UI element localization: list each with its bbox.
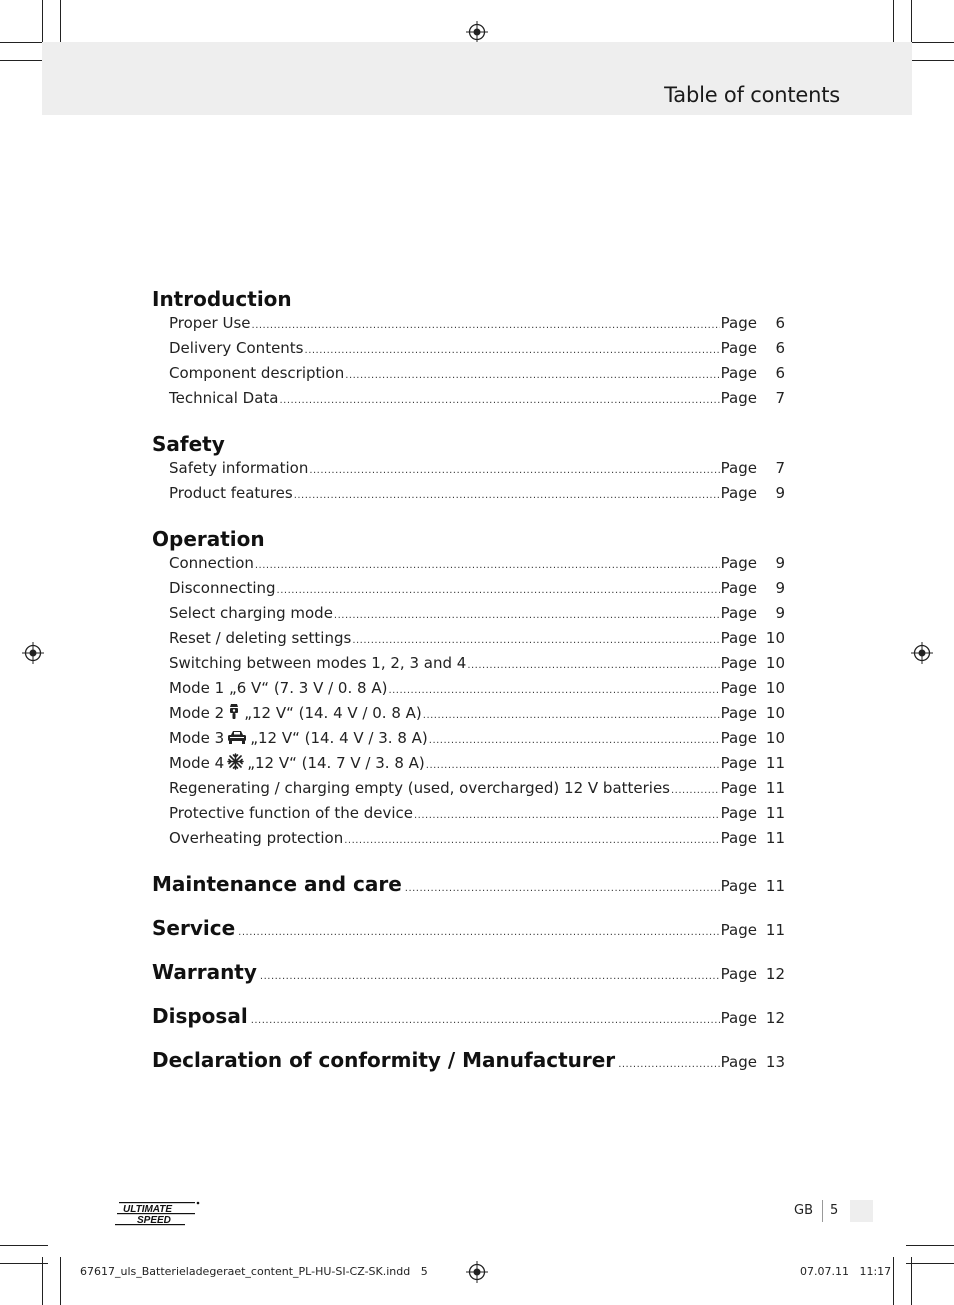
toc-entry[interactable]	[152, 627, 785, 652]
dot-leader	[618, 1059, 719, 1070]
dot-leader	[467, 655, 719, 677]
file-info: 67617_uls_Batterieladegeraet_content_PL-HU-SI-CZ-SK.indd 5	[80, 1265, 428, 1278]
section-title: Safety	[152, 432, 225, 456]
toc-entry[interactable]	[152, 457, 785, 482]
dot-leader	[255, 555, 720, 577]
page-number: 13	[765, 1053, 785, 1071]
snowflake-icon	[227, 753, 244, 770]
registration-mark-icon	[466, 1261, 488, 1283]
page-word: Page	[720, 679, 757, 697]
crop-mark	[906, 42, 954, 43]
toc-section-safety	[152, 431, 785, 507]
dot-leader	[426, 755, 720, 777]
entry-label	[169, 752, 425, 774]
page-number: 10	[765, 729, 785, 747]
page-word: Page	[720, 965, 757, 983]
page-number: 11	[765, 804, 785, 822]
page-number: 6	[775, 314, 785, 332]
crop-mark	[42, 1257, 43, 1305]
entry-label	[169, 702, 422, 724]
page-number: 9	[775, 554, 785, 572]
page-number: 9	[775, 604, 785, 622]
page-word: Page	[720, 604, 757, 622]
entry-label: Product features	[169, 484, 293, 502]
entry-label-prefix: Mode 2	[169, 704, 225, 722]
page-word: Page	[720, 877, 757, 895]
entry-label: Reset / deleting settings	[169, 629, 352, 647]
entry-label: Select charging mode	[169, 604, 333, 622]
motorcycle-icon	[227, 703, 241, 720]
toc-entry[interactable]	[152, 337, 785, 362]
svg-text:ULTIMATE: ULTIMATE	[123, 1204, 173, 1215]
crop-mark	[906, 1263, 954, 1264]
entry-label	[169, 727, 428, 749]
dot-leader	[260, 971, 720, 982]
toc-entry[interactable]	[152, 727, 785, 752]
page-word: Page	[720, 314, 757, 332]
dot-leader	[429, 730, 720, 752]
section-title: Introduction	[152, 287, 292, 311]
footer-divider	[822, 1200, 823, 1222]
crop-mark	[60, 1257, 61, 1305]
date-time: 07.07.11 11:17	[800, 1265, 892, 1278]
registration-mark-icon	[911, 642, 933, 664]
toc-entry[interactable]	[152, 702, 785, 727]
toc-entry[interactable]	[152, 312, 785, 337]
entry-label: Overheating protection	[169, 829, 344, 847]
page-number: 7	[775, 459, 785, 477]
crop-mark	[0, 42, 48, 43]
page-word: Page	[720, 364, 757, 382]
crop-mark	[60, 0, 61, 48]
entry-label: Proper Use	[169, 314, 251, 332]
dot-leader	[423, 705, 720, 727]
crop-mark	[0, 1245, 48, 1246]
section-title: Operation	[152, 527, 265, 551]
crop-mark	[42, 0, 43, 48]
entry-label-suffix: „12 V“ (14. 4 V / 0. 8 A)	[244, 704, 422, 722]
page-word: Page	[720, 921, 757, 939]
table-of-contents	[152, 286, 785, 1091]
toc-entry[interactable]	[152, 387, 785, 412]
toc-section-maintenance[interactable]	[152, 871, 785, 897]
page-number: 12	[765, 1009, 785, 1027]
page-word: Page	[720, 339, 757, 357]
dot-leader	[671, 780, 720, 802]
toc-section-declaration[interactable]	[152, 1047, 785, 1073]
page-number: 12	[765, 965, 785, 983]
crop-mark	[911, 1257, 912, 1305]
dot-leader	[352, 630, 719, 652]
svg-text:SPEED: SPEED	[137, 1215, 171, 1226]
page-number: 10	[765, 704, 785, 722]
page-word: Page	[720, 389, 757, 407]
entry-label: Connection	[169, 554, 254, 572]
dot-leader	[309, 460, 719, 482]
entry-label: Delivery Contents	[169, 339, 304, 357]
ultimate-speed-logo	[115, 1199, 201, 1227]
dot-leader	[277, 580, 720, 602]
toc-section-introduction	[152, 286, 785, 412]
page-number: 11	[765, 779, 785, 797]
entry-label-prefix: Mode 3	[169, 729, 225, 747]
toc-entry[interactable]	[152, 552, 785, 577]
page-number: 11	[765, 921, 785, 939]
dot-leader	[344, 830, 719, 852]
toc-entry[interactable]	[152, 362, 785, 387]
page-number: 10	[765, 654, 785, 672]
crop-mark	[906, 60, 954, 61]
toc-section-disposal[interactable]	[152, 1003, 785, 1029]
toc-entry[interactable]	[152, 677, 785, 702]
toc-entry[interactable]	[152, 752, 785, 777]
crop-mark	[893, 1257, 894, 1305]
section-title: Service	[152, 916, 236, 940]
page-number: 10	[765, 679, 785, 697]
page-word: Page	[720, 1053, 757, 1071]
crop-mark	[0, 1263, 48, 1264]
page-number: 6	[775, 339, 785, 357]
page-word: Page	[720, 554, 757, 572]
page-word: Page	[720, 484, 757, 502]
dot-leader	[414, 805, 720, 827]
page-number: 9	[775, 484, 785, 502]
toc-section-warranty[interactable]	[152, 959, 785, 985]
registration-mark-icon	[466, 21, 488, 43]
footer-tab-box	[850, 1200, 873, 1222]
dot-leader	[334, 605, 720, 627]
dot-leader	[238, 927, 720, 938]
crop-mark	[0, 60, 48, 61]
entry-label: Protective function of the device	[169, 804, 413, 822]
entry-label: Regenerating / charging empty (used, overcharged) 12 V batteries	[169, 779, 670, 797]
entry-label: Mode 1 „6 V“ (7. 3 V / 0. 8 A)	[169, 679, 388, 697]
section-title: Declaration of conformity / Manufacturer	[152, 1048, 616, 1072]
entry-label: Disconnecting	[169, 579, 276, 597]
page-word: Page	[720, 704, 757, 722]
car-icon	[227, 730, 247, 745]
crop-mark	[893, 0, 894, 48]
language-code: GB	[794, 1203, 813, 1218]
page-number: 9	[775, 579, 785, 597]
dot-leader	[251, 1015, 720, 1026]
page-number: 11	[765, 829, 785, 847]
dot-leader	[405, 883, 720, 894]
crop-mark	[906, 1245, 954, 1246]
page-title: Table of contents	[664, 83, 840, 107]
dot-leader	[279, 390, 719, 412]
page-word: Page	[720, 629, 757, 647]
page-word: Page	[720, 779, 757, 797]
dot-leader	[388, 680, 719, 702]
page-word: Page	[720, 459, 757, 477]
page-number: 11	[765, 877, 785, 895]
dot-leader	[345, 365, 719, 387]
section-title: Warranty	[152, 960, 257, 984]
entry-label: Safety information	[169, 459, 309, 477]
entry-label: Component description	[169, 364, 345, 382]
toc-entry[interactable]	[152, 802, 785, 827]
page-word: Page	[720, 1009, 757, 1027]
toc-entry[interactable]	[152, 827, 785, 852]
page-number: 10	[765, 629, 785, 647]
section-title: Maintenance and care	[152, 872, 402, 896]
toc-section-service[interactable]	[152, 915, 785, 941]
toc-entry[interactable]	[152, 602, 785, 627]
page-word: Page	[720, 729, 757, 747]
entry-label: Switching between modes 1, 2, 3 and 4	[169, 654, 467, 672]
dot-leader	[305, 340, 720, 362]
entry-label-prefix: Mode 4	[169, 754, 225, 772]
toc-entry[interactable]	[152, 777, 785, 802]
page-number: 7	[775, 389, 785, 407]
toc-entry[interactable]	[152, 577, 785, 602]
toc-entry[interactable]	[152, 482, 785, 507]
section-title: Disposal	[152, 1004, 248, 1028]
page-word: Page	[720, 829, 757, 847]
entry-label-suffix: „12 V“ (14. 4 V / 3. 8 A)	[250, 729, 428, 747]
dot-leader	[294, 485, 720, 507]
page-word: Page	[720, 804, 757, 822]
footer-page-number: 5	[830, 1203, 839, 1218]
registration-mark-icon	[22, 642, 44, 664]
page-number: 6	[775, 364, 785, 382]
page-number: 11	[765, 754, 785, 772]
page-word: Page	[720, 654, 757, 672]
dot-leader	[252, 315, 720, 337]
toc-section-operation	[152, 526, 785, 852]
entry-label: Technical Data	[169, 389, 279, 407]
page-word: Page	[720, 754, 757, 772]
entry-label-suffix: „12 V“ (14. 7 V / 3. 8 A)	[247, 754, 425, 772]
crop-mark	[911, 0, 912, 48]
page-word: Page	[720, 579, 757, 597]
toc-entry[interactable]	[152, 652, 785, 677]
